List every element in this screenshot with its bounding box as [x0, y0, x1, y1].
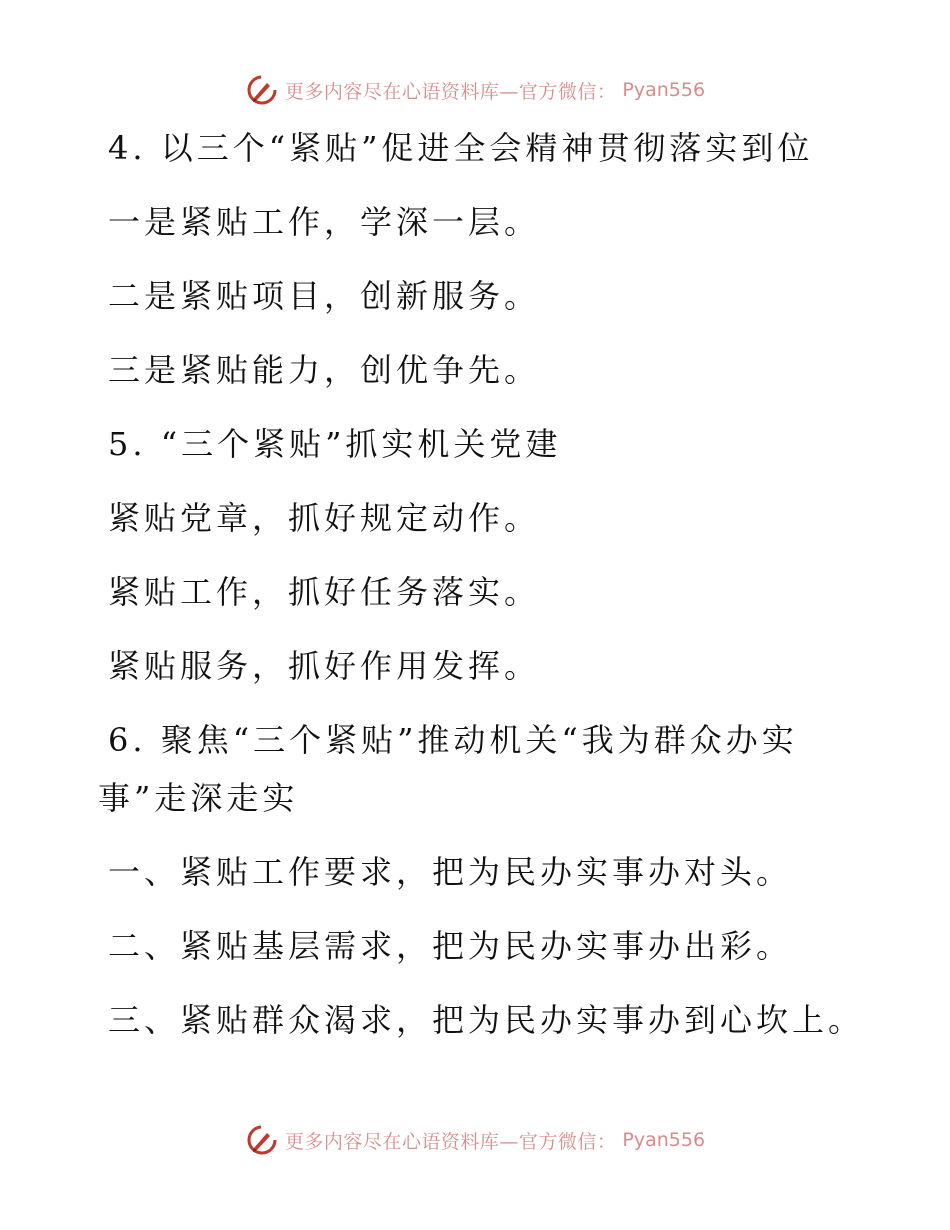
heading-5: 5. “三个紧贴”抓实机关党建 — [108, 425, 562, 463]
paragraph-line: 二、紧贴基层需求，把为民办实事办出彩。 — [108, 927, 793, 965]
watermark-wechat-id: Pyan556 — [622, 79, 706, 101]
paragraph-line: 一是紧贴工作，学深一层。 — [108, 203, 541, 241]
paragraph-line: 三是紧贴能力，创优争先。 — [108, 351, 541, 389]
watermark-text: 更多内容尽在心语资料库—官方微信： — [284, 80, 617, 103]
footer-watermark — [0, 1120, 950, 1160]
paragraph-line: 一、紧贴工作要求，把为民办实事办对头。 — [108, 853, 793, 891]
pen-circle-logo-icon — [245, 73, 279, 107]
paragraph-line: 二是紧贴项目，创新服务。 — [108, 277, 541, 315]
heading-6: 6. 聚焦“三个紧贴”推动机关“我为群众办实 — [108, 721, 798, 759]
pen-circle-logo-icon — [245, 1123, 279, 1157]
paragraph-line: 紧贴党章，抓好规定动作。 — [108, 499, 541, 537]
paragraph-line: 三、紧贴群众渴求，把为民办实事办到心坎上。 — [108, 1001, 865, 1039]
paragraph-line: 紧贴工作，抓好任务落实。 — [108, 573, 541, 611]
watermark-wechat-id: Pyan556 — [622, 1129, 706, 1151]
paragraph-line: 紧贴服务，抓好作用发挥。 — [108, 647, 541, 685]
heading-4: 4. 以三个“紧贴”促进全会精神贯彻落实到位 — [108, 129, 814, 167]
watermark-text: 更多内容尽在心语资料库—官方微信： — [284, 1130, 617, 1153]
header-watermark — [0, 70, 950, 110]
heading-6-continuation: 事”走深走实 — [98, 779, 299, 817]
